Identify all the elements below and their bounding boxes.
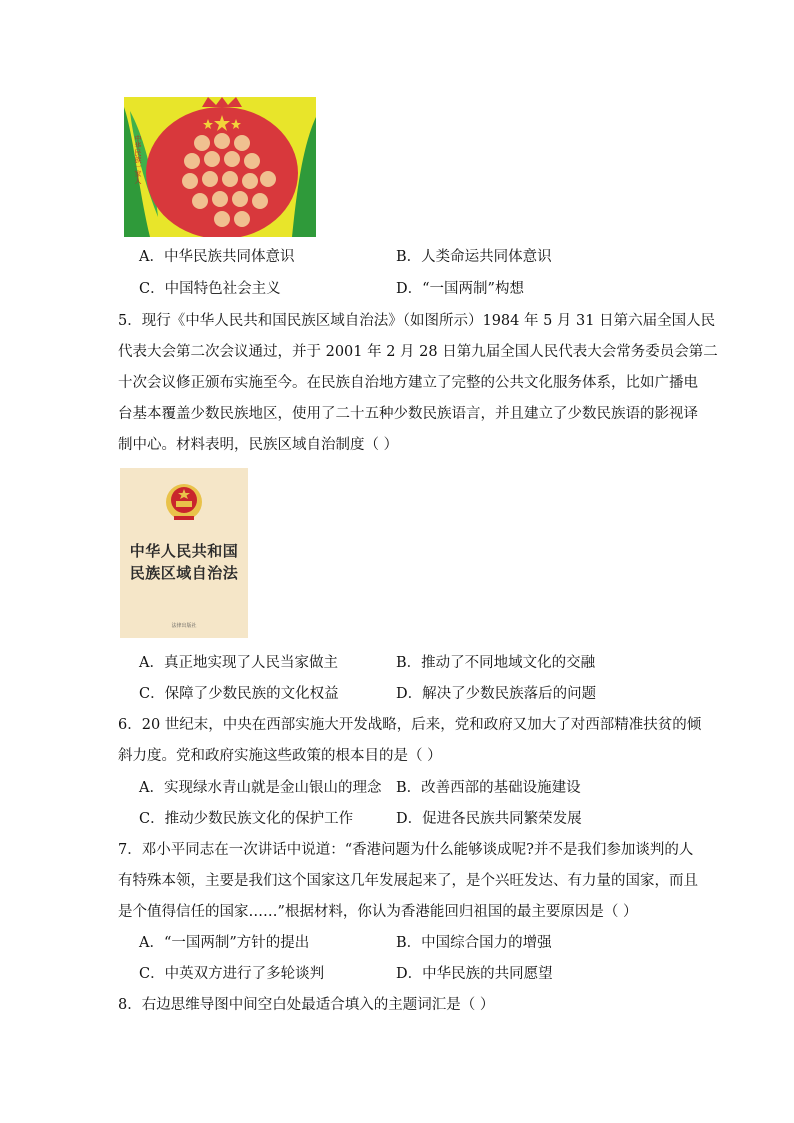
q7-line: 有特殊本领，主要是我们这个国家这几年发展起来了，是个兴旺发达、有力量的国家，而且 — [118, 873, 698, 889]
emblem-ribbon — [174, 516, 194, 520]
face — [182, 173, 198, 189]
poster-figure — [124, 97, 316, 237]
law-book-title-line1: 中华人民共和国 — [129, 542, 239, 560]
national-emblem-icon — [120, 468, 248, 528]
q7-line: 是个值得信任的国家……”根据材料，你认为香港能回归祖国的最主要原因是（ ） — [118, 904, 638, 920]
face — [244, 153, 260, 169]
face — [204, 151, 220, 167]
q4-option-b[interactable]: B．人类命运共同体意识 — [396, 249, 552, 265]
q5-option-d[interactable]: D．解决了少数民族落后的问题 — [396, 686, 597, 702]
q6-option-d[interactable]: D．促进各民族共同繁荣发展 — [396, 811, 582, 827]
q6-line: 斜力度。党和政府实施这些政策的根本目的是（ ） — [118, 748, 442, 764]
q4-option-a[interactable]: A．中华民族共同体意识 — [139, 249, 295, 265]
face — [252, 193, 268, 209]
face — [212, 191, 228, 207]
q5-option-b[interactable]: B．推动了不同地域文化的交融 — [396, 655, 596, 671]
q7-line: 7．邓小平同志在一次讲话中说道：“香港问题为什么能够谈成呢?并不是我们参加谈判的人 — [118, 842, 694, 858]
face — [202, 171, 218, 187]
q8-line: 8．右边思维导图中间空白处最适合填入的主题词汇是（ ） — [118, 997, 495, 1013]
q5-line: 十次会议修正颁布实施至今。在民族自治地方建立了完整的公共文化服务体系，比如广播电 — [118, 375, 698, 391]
q5-option-a[interactable]: A．真正地实现了人民当家做主 — [139, 655, 338, 671]
face — [192, 193, 208, 209]
face — [232, 191, 248, 207]
q7-option-d[interactable]: D．中华民族的共同愿望 — [396, 966, 553, 982]
face — [194, 135, 210, 151]
face — [222, 171, 238, 187]
q5-line: 代表大会第二次会议通过，并于 2001 年 2 月 28 日第九届全国人民代表大会常务委员会第二 — [118, 344, 718, 360]
q6-option-b[interactable]: B．改善西部的基础设施建设 — [396, 780, 581, 796]
face — [214, 211, 230, 227]
pomegranate-crown — [202, 97, 242, 107]
q4-option-d[interactable]: D．“一国两制”构想 — [396, 281, 524, 297]
q5-option-c[interactable]: C．保障了少数民族的文化权益 — [139, 686, 339, 702]
law-book-publisher: 法律出版社 — [171, 623, 197, 629]
face — [234, 135, 250, 151]
q5-line: 制中心。材料表明，民族区域自治制度（ ） — [118, 437, 399, 453]
q7-option-a[interactable]: A．“一国两制”方针的提出 — [139, 935, 310, 951]
face — [224, 151, 240, 167]
face — [260, 171, 276, 187]
q7-option-b[interactable]: B．中国综合国力的增强 — [396, 935, 552, 951]
face — [242, 173, 258, 189]
emblem-gate — [176, 501, 192, 507]
law-book-title-line2: 民族区域自治法 — [129, 564, 239, 582]
q5-line: 台基本覆盖少数民族地区，使用了二十五种少数民族语言，并且建立了少数民族语的影视译 — [118, 406, 698, 422]
q6-line: 6．20 世纪末，中央在西部实施大开发战略，后来，党和政府又加大了对西部精准扶贫的倾 — [118, 717, 702, 733]
face — [214, 133, 230, 149]
q5-line: 5．现行《中华人民共和国民族区域自治法》（如图所示）1984 年 5 月 31 日第六届全国人民 — [118, 313, 716, 329]
pomegranate-poster-image — [124, 97, 316, 237]
q4-option-c[interactable]: C．中国特色社会主义 — [139, 281, 281, 297]
q7-option-c[interactable]: C．中英双方进行了多轮谈判 — [139, 966, 325, 982]
face — [234, 211, 250, 227]
law-book-figure — [120, 468, 248, 638]
face — [184, 153, 200, 169]
q6-option-a[interactable]: A．实现绿水青山就是金山银山的理念 — [139, 780, 382, 796]
q6-option-c[interactable]: C．推动少数民族文化的保护工作 — [139, 811, 354, 827]
poster-vertical-text: 中华民族一家人 — [134, 135, 142, 184]
